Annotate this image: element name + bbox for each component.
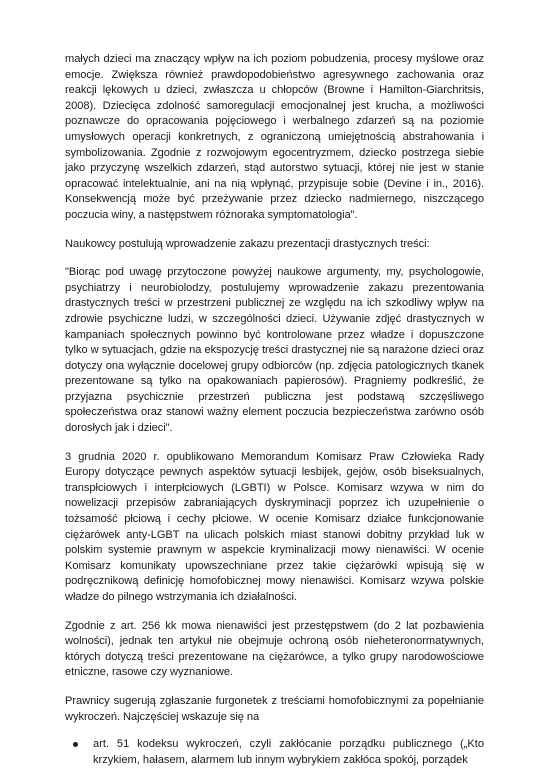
list-item-text: art. 51 kodeksu wykroczeń, czyli zakłócanie porządku publicznego („Kto krzykiem, hałasem, alarmem lub innym wybrykiem zakłóca spokój, porządek (93, 738, 484, 766)
bullet-list (65, 737, 484, 768)
paragraph-lawyers: Prawnicy sugerują zgłaszanie furgonetek z treściami homofobicznymi za popełnianie wykroczeń. Najczęściej wskazuje się na (65, 694, 484, 723)
list-item (93, 737, 484, 768)
paragraph-quote: "Biorąc pod uwagę przytoczone powyżej naukowe argumenty, my, psychologowie, psychiatrzy i neurobiolodzy, postulujemy wprowadzenie zakazu prezentowania drastycznych treści w przestrzeni publicznej ze względu na ich szkodliwy wpływ na zdrowie psychiczne ludzi, w szczególności dzieci. Używanie zdjęć drastycznych w kampaniach społecznych powinno być kontrolowane przez władze i dopuszczone tylko w sytuacjach, gdzie na ekspozycję treści drastycznej nie są narażone dzieci oraz dotyczy ona wyłącznie docelowej grupy odbiorców (np. zdjęcia patologicznych tkanek prezentowane są tylko na opakowaniach papierosów). Pragniemy podkreślić, że przyjazna psychicznie przestrzeń publiczna jest podstawą szczęśliwego społeczeństwa oraz stanowi ważny element poczucia bezpieczeństwa zarówno osób dorosłych jak i dzieci". (65, 266, 484, 435)
paragraph-memorandum: 3 grudnia 2020 r. opublikowano Memorandum Komisarz Praw Człowieka Rady Europy dotyczące pewnych aspektów sytuacji lesbijek, gejów, osób biseksualnych, transpłciowych i interpłciowych (LGBTI) w Polsce. Komisarz wzywa w nim do nowelizacji przepisów zabraniających dyskryminacji poprzez ich uzupełnienie o tożsamość płciową i cechy płciowe. W ocenie Komisarz działce funkcjonowanie ciężarówek anty-LGBT na ulicach polskich miast stanowi dobitny przykład luk w polskim systemie prawnym w aspekcie kryminalizacji mowy nienawiści. W ocenie Komisarz komunikaty upowszechniane przez takie ciężarówki wpisują się w podręcznikową definicję homofobicznej mowy nienawiści. Komisarz wzywa polskie władze do pilnego wstrzymania ich działalności. (65, 450, 484, 603)
paragraph-scientists-postulate: Naukowcy postulują wprowadzenie zakazu prezentacji drastycznych treści: (65, 237, 430, 250)
paragraph-art-256: Zgodnie z art. 256 kk mowa nienawiści jest przestępstwem (do 2 lat pozbawienia wolności), jednak ten artykuł nie obejmuje ochroną osób nieheteronormatywnych, których dotyczą treści prezentowane na ciężarówce, a tylko grupy narodowościowe etniczne, rasowe czy wyznaniowe. (65, 619, 484, 679)
bullet-icon (73, 742, 78, 747)
paragraph-child-exposure: małych dzieci ma znaczący wpływ na ich poziom pobudzenia, procesy myślowe oraz emocje. Zwiększa również prawdopodobieństwo agresywnego zachowania oraz reakcji lękowych u dzieci, zwłaszcza u chłopców (Browne i Hamilton-Giarchritsis, 2008). Dziecięca zdolność samoregulacji emocjonalnej jest krucha, a możliwości poznawcze do opracowania pojęciowego i werbalnego zdarzeń są na poziomie umysłowych operacji konkretnych, z ograniczoną umiejętnością abstrahowania i symbolizowania. Zgodnie z rozwojowym egocentryzmem, dziecko postrzega siebie jako przyczynę wszelkich zdarzeń, stąd autorstwo sytuacji, której nie jest w stanie opracować intelektualnie, ani na nią wpłynąć, przypisuje sobie (Devine i in., 2016). Konsekwencją może być przeżywanie przez dziecko nadmiernego, niszczącego poczucia winy, a następstwem różnoraka symptomatologia". (65, 53, 484, 221)
